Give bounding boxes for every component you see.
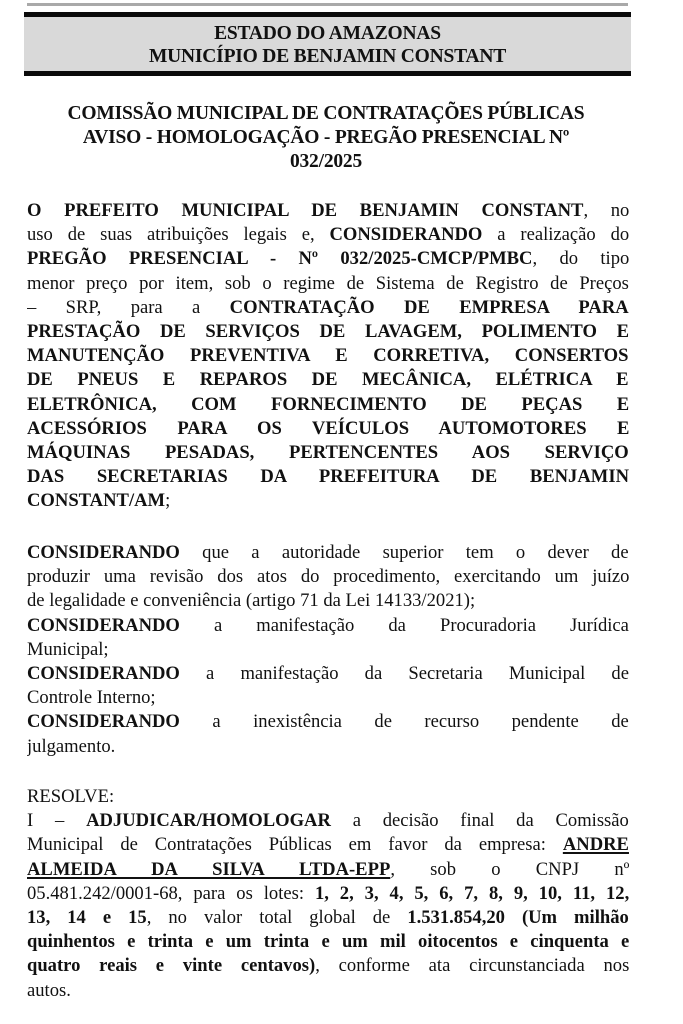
bold-text: CONSIDERANDO <box>27 542 180 563</box>
text-line <box>27 489 629 513</box>
text: , conforme ata circunstanciada nos <box>315 955 629 977</box>
text-line <box>27 223 629 247</box>
bold-text: CONSIDERANDO <box>27 662 180 684</box>
text-line <box>27 954 629 978</box>
text: , sob o CNPJ nº <box>390 858 629 880</box>
text-line <box>27 833 629 857</box>
text-line: Controle Interno; <box>27 687 156 709</box>
text: a manifestação da Procuradoria Jurídica <box>179 614 629 636</box>
text-line: MÁQUINAS PESADAS, PERTENCENTES AOS SERVIÇO <box>27 441 629 463</box>
municipality-name: MUNICÍPIO DE BENJAMIN CONSTANT <box>148 46 507 67</box>
text-line: menor preço por item, sob o regime de Sistema de Registro de Preços <box>27 272 629 294</box>
text-line <box>27 882 629 906</box>
title-line-2: AVISO - HOMOLOGAÇÃO - PREGÃO PRESENCIAL Nº <box>82 127 570 148</box>
total-value: 1.531.854,20 (Um milhão <box>407 906 629 928</box>
text-line <box>27 858 629 882</box>
text: , no <box>583 200 629 221</box>
company-name: ALMEIDA DA SILVA LTDA-EPP <box>27 858 391 880</box>
text-line <box>27 614 629 638</box>
company-name: ANDRE <box>562 834 629 856</box>
bold-text: quatro reais e vinte centavos) <box>27 955 316 977</box>
text: Municipal de Contratações Públicas em favor da empresa: <box>27 834 563 856</box>
bold-text: ADJUDICAR/HOMOLOGAR <box>86 810 331 832</box>
text: I – <box>27 810 87 832</box>
text: ; <box>165 490 171 512</box>
letterhead-box <box>24 12 631 76</box>
cnpj-text: 05.481.242/0001-68, para os lotes: <box>27 882 315 904</box>
text-line <box>27 906 629 930</box>
state-name: ESTADO DO AMAZONAS <box>214 23 441 44</box>
text: – SRP, para a <box>27 296 230 318</box>
text-line: Municipal; <box>27 638 109 660</box>
bold-text: PREGÃO PRESENCIAL - Nº 032/2025-CMCP/PMBC <box>27 248 533 270</box>
text-line: PRESTAÇÃO DE SERVIÇOS DE LAVAGEM, POLIMENTO E <box>27 320 629 342</box>
document-title <box>20 102 632 174</box>
text-line <box>27 809 629 833</box>
text-line: de legalidade e conveniência (artigo 71 da Lei 14133/2021); <box>27 590 476 612</box>
resolve-heading: RESOLVE: <box>27 786 115 807</box>
text-line: julgamento. <box>27 735 116 757</box>
bold-text: CONSIDERANDO <box>27 614 180 636</box>
text-line <box>27 541 629 565</box>
bold-text: CONSTANT/AM <box>27 490 166 512</box>
top-rule <box>27 3 628 6</box>
bold-text: O PREFEITO MUNICIPAL DE BENJAMIN CONSTANT <box>27 200 584 221</box>
text-line: ELETRÔNICA, COM FORNECIMENTO DE PEÇAS E <box>27 393 629 415</box>
lots-list: 13, 14 e 15 <box>27 906 147 928</box>
text-line <box>27 296 629 320</box>
text: que a autoridade superior tem o dever de <box>179 542 629 563</box>
text: uso de suas atribuições legais e, <box>27 224 330 246</box>
text-line: quinhentos e trinta e um trinta e um mil oitocentos e cinquenta e <box>27 931 629 953</box>
text-line: ACESSÓRIOS PARA OS VEÍCULOS AUTOMOTORES E <box>27 417 629 439</box>
bold-text: CONSIDERANDO <box>27 711 180 733</box>
resolve-section <box>27 785 629 1003</box>
text: a decisão final da Comissão <box>330 810 629 832</box>
text: , do tipo <box>532 248 629 270</box>
bold-text: CONTRATAÇÃO DE EMPRESA PARA <box>229 296 629 318</box>
title-line-3: 032/2025 <box>289 151 363 172</box>
text-line: MANUTENÇÃO PREVENTIVA E CORRETIVA, CONSERTOS <box>27 345 629 367</box>
text-line: DAS SECRETARIAS DA PREFEITURA DE BENJAMIN <box>27 466 629 488</box>
text: a realização do <box>482 224 629 246</box>
text-line: produzir uma revisão dos atos do procedimento, exercitando um juízo <box>27 566 629 588</box>
text: a inexistência de recurso pendente de <box>179 711 629 733</box>
bold-text: CONSIDERANDO <box>329 224 483 246</box>
text: , no valor total global de <box>146 906 408 928</box>
opening-paragraph <box>27 199 629 513</box>
text-line: autos. <box>27 979 71 1001</box>
text-line <box>27 662 629 686</box>
text-line: DE PNEUS E REPAROS DE MECÂNICA, ELÉTRICA E <box>27 369 629 391</box>
text-line <box>27 710 629 734</box>
title-line-1: COMISSÃO MUNICIPAL DE CONTRATAÇÕES PÚBLICAS <box>67 103 585 124</box>
text-line <box>27 199 629 223</box>
text: a manifestação da Secretaria Municipal de <box>179 662 629 684</box>
considerandos-section <box>27 541 629 759</box>
lots-list: 1, 2, 3, 4, 5, 6, 7, 8, 9, 10, 11, 12, <box>314 882 629 904</box>
text-line <box>27 247 629 271</box>
